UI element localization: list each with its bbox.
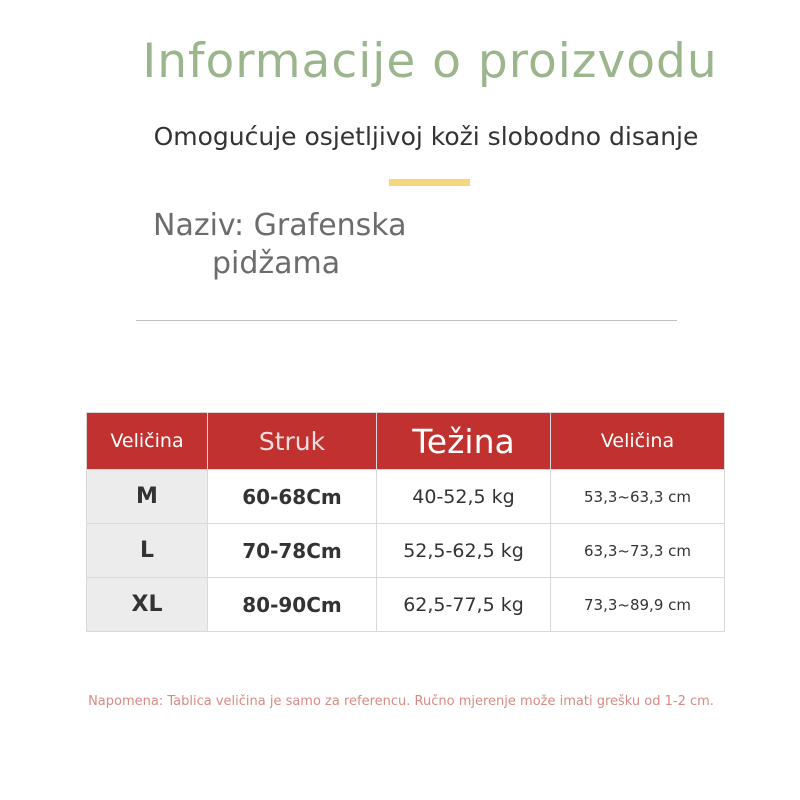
cell-weight: 40-52,5 kg [377, 470, 551, 524]
cell-size: L [87, 524, 208, 578]
accent-bar [389, 179, 470, 186]
product-name-label: Naziv: Grafenska [153, 208, 407, 243]
cell-waist: 60-68Cm [208, 470, 377, 524]
cell-range: 73,3~89,9 cm [551, 578, 725, 632]
header-waist: Struk [208, 413, 377, 470]
header-size-range: Veličina [551, 413, 725, 470]
section-divider [136, 320, 677, 321]
table-row [87, 470, 725, 524]
size-table [86, 412, 725, 632]
page-title: Informacije o proizvodu [142, 34, 718, 89]
cell-waist: 70-78Cm [208, 524, 377, 578]
product-name-value: pidžama [212, 246, 341, 281]
cell-range: 63,3~73,3 cm [551, 524, 725, 578]
page-subtitle: Omogućuje osjetljivoj koži slobodno disanje [153, 122, 699, 151]
cell-range: 53,3~63,3 cm [551, 470, 725, 524]
table-header-row [87, 413, 725, 470]
table-row [87, 524, 725, 578]
header-weight: Težina [377, 413, 551, 470]
cell-weight: 62,5-77,5 kg [377, 578, 551, 632]
cell-waist: 80-90Cm [208, 578, 377, 632]
table-row [87, 578, 725, 632]
cell-size: XL [87, 578, 208, 632]
size-note: Napomena: Tablica veličina je samo za referencu. Ručno mjerenje može imati grešku od 1-2 cm. [88, 694, 714, 709]
cell-size: M [87, 470, 208, 524]
cell-weight: 52,5-62,5 kg [377, 524, 551, 578]
header-size: Veličina [87, 413, 208, 470]
